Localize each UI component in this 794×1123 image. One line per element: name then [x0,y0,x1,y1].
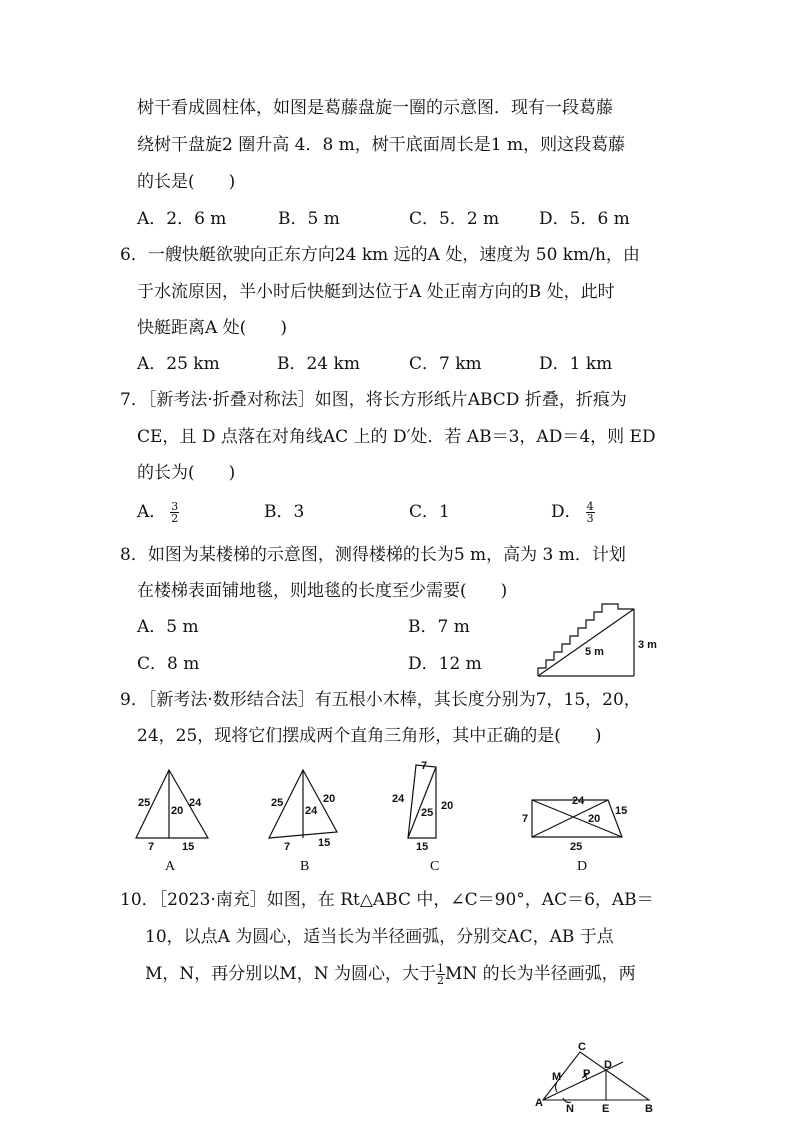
q10-fig-label-a: A [535,1097,543,1109]
q8-option-b: B．7 m [408,617,470,637]
q10-fig-label-c: C [578,1041,586,1053]
q8-line-1: 8．如图为某楼梯的示意图，测得楼梯的长为5 m，高为 3 m．计划 [120,545,626,565]
q7-option-a-fraction [170,501,179,524]
q7-line-2: CE，且 D 点落在对角线AC 上的 D′处．若 AB＝3，AD＝4，则 ED [137,427,656,447]
q9-figure-c [390,757,490,877]
q6-option-b: B．24 km [277,354,360,374]
q8-option-d: D．12 m [408,654,482,674]
q10-fig-label-n: N [566,1103,574,1115]
q5-line-3: 的长是( ) [137,172,236,192]
fig-b-label-5: 15 [318,837,331,849]
q7-option-d-denominator: 3 [586,512,594,525]
q6-line-3: 快艇距离A 处( ) [137,318,287,338]
fig-c-label-1: 7 [421,760,428,772]
q10-line-3 [145,962,636,986]
q10-fig-label-d: D [604,1059,612,1071]
fig-b-label-1: 25 [271,797,284,809]
fig-d-caption: D [577,859,588,874]
q10-half-denominator: 2 [436,974,444,987]
fig-d-label-5: 25 [570,841,583,853]
q5-line-1: 树干看成圆柱体，如图是葛藤盘旋一圈的示意图．现有一段葛藤 [137,98,613,118]
q7-line-3: 的长为( ) [137,463,236,483]
q10-fig-label-b: B [645,1103,653,1115]
fig-a-label-5: 15 [182,841,195,853]
fig-b-label-4: 7 [284,841,291,853]
q7-option-b: B．3 [264,502,305,522]
fig-c-caption: C [430,859,440,874]
fig-b-label-2: 24 [305,805,318,817]
q10-triangle-figure [535,1040,665,1118]
q9-line-1: 9．［新考法·数形结合法］有五根小木棒，其长度分别为7，15，20， [120,690,641,710]
fig-d-label-1: 24 [572,795,585,807]
fig-c-label-4: 25 [421,807,434,819]
q7-option-a-prefix: A． [137,502,167,522]
fig-d-label-3: 7 [522,813,529,825]
q10-line-1: 10．［2023·南充］如图，在 Rt△ABC 中，∠C＝90°，AC＝6，AB＝ [120,890,654,910]
q10-line-2: 10，以点A 为圆心，适当长为半径画弧，分别交AC，AB 于点 [145,927,614,947]
q5-line-2: 绕树干盘旋2 圈升高 4．8 m，树干底面周长是1 m，则这段葛藤 [137,135,626,155]
q5-option-a: A．2．6 m [137,209,227,229]
q7-option-d-numerator: 4 [586,500,594,513]
fig-a-label-4: 7 [148,841,155,853]
q10-fig-label-p: P [583,1068,591,1080]
q7-option-c: C．1 [409,502,450,522]
q7-line-1: 7．［新考法·折叠对称法］如图，将长方形纸片ABCD 折叠，折痕为 [120,390,627,410]
q7-option-a [137,500,179,524]
q10-line-3-before: M，N，再分别以M，N 为圆心，大于 [145,964,436,984]
q6-line-2: 于水流原因，半小时后快艇到达位于A 处正南方向的B 处，此时 [137,282,615,302]
fig-b-caption: B [300,859,310,874]
q10-fig-label-m: M [552,1071,562,1083]
fig-d-label-2: 15 [615,805,628,817]
q10-half-fraction [436,963,445,986]
q8-option-a: A．5 m [137,617,199,637]
q8-option-c: C．8 m [137,654,200,674]
fig-c-label-2: 24 [392,793,405,805]
q10-fig-label-e: E [602,1103,610,1115]
q6-option-a: A．25 km [137,354,220,374]
fig-a-label-3: 24 [189,797,202,809]
q9-figure-b [255,762,365,877]
q9-figure-a [120,762,230,877]
q7-option-d [551,500,595,524]
q10-half-numerator: 1 [436,962,444,975]
fig-a-caption: A [165,859,176,874]
q9-line-2: 24，25，现将它们摆成两个直角三角形，其中正确的是( ) [137,726,602,746]
fig-c-label-3: 20 [441,800,454,812]
q8-line-2: 在楼梯表面铺地毯，则地毯的长度至少需要( ) [137,581,508,601]
q7-option-d-prefix: D． [551,502,582,522]
fig-b-label-3: 20 [323,793,336,805]
fig-c-label-5: 15 [416,841,429,853]
q6-option-d: D．1 km [539,354,613,374]
q7-option-a-denominator: 2 [171,512,179,525]
staircase-figure [535,600,665,680]
fig-a-label-1: 25 [138,797,151,809]
q6-line-1: 6．一艘快艇欲驶向正东方向24 km 远的A 处，速度为 50 km/h，由 [120,245,640,265]
q5-option-c: C．5．2 m [409,209,500,229]
fig-a-label-2: 20 [171,805,184,817]
q7-option-d-fraction [586,501,595,524]
q9-figure-d [520,780,640,877]
q10-line-3-after: MN 的长为半径画弧，两 [444,964,636,984]
staircase-slope-label: 5 m [585,646,604,658]
q7-option-a-numerator: 3 [171,500,179,513]
fig-d-label-4: 20 [588,813,601,825]
q5-option-d: D．5．6 m [539,209,630,229]
q6-option-c: C．7 km [409,354,482,374]
staircase-height-label: 3 m [638,639,657,651]
q5-option-b: B．5 m [278,209,340,229]
